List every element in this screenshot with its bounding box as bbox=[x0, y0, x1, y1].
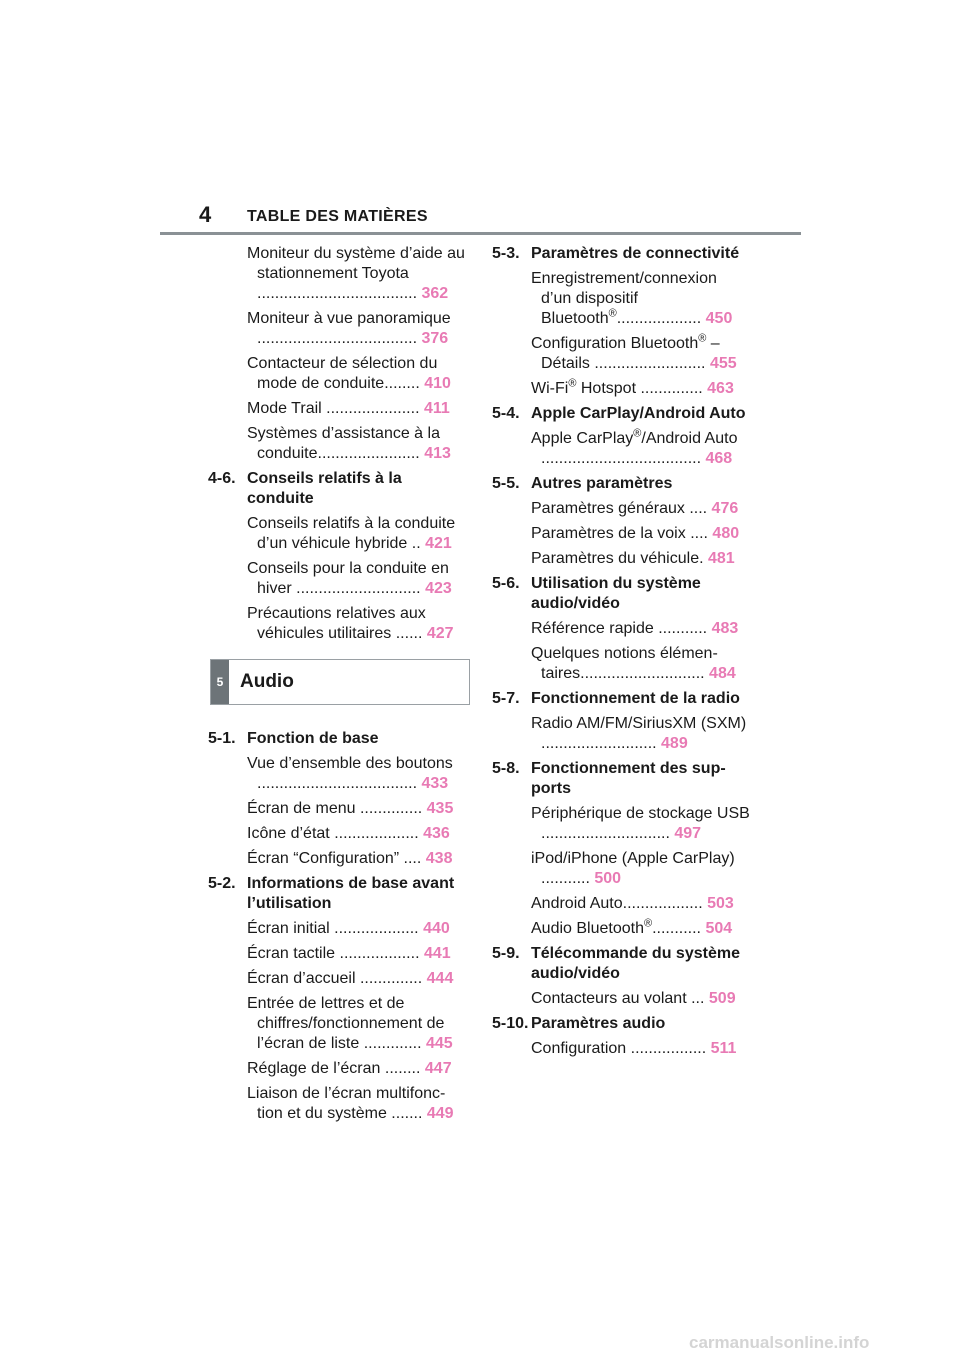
toc-right-column bbox=[492, 244, 750, 1064]
section-heading bbox=[208, 729, 468, 749]
registered-mark: ® bbox=[608, 307, 617, 320]
toc-entry-label: Contacteur de sélection du mode de conduite bbox=[247, 355, 438, 392]
page-link[interactable]: 463 bbox=[707, 380, 734, 397]
section-number: 5-10. bbox=[492, 1015, 529, 1032]
page-link[interactable]: 449 bbox=[426, 1105, 454, 1122]
toc-entry[interactable] bbox=[208, 604, 468, 644]
section-heading bbox=[492, 244, 750, 264]
leader-dots: ......................... bbox=[594, 355, 706, 372]
leader-dots: ................. bbox=[626, 1040, 707, 1057]
toc-entry[interactable] bbox=[492, 334, 750, 374]
toc-entry[interactable] bbox=[492, 379, 750, 399]
toc-entry[interactable] bbox=[492, 1039, 750, 1059]
toc-entry[interactable] bbox=[208, 1084, 468, 1124]
toc-entry-label: Référence rapide bbox=[531, 620, 654, 637]
section-title: Fonctionnement des sup-ports bbox=[531, 760, 726, 797]
section-number: 4-6. bbox=[208, 470, 236, 487]
toc-entry[interactable] bbox=[208, 244, 468, 304]
toc-entry[interactable] bbox=[492, 644, 750, 684]
section-title: Fonction de base bbox=[247, 730, 379, 747]
toc-entry[interactable] bbox=[208, 944, 468, 964]
page-link[interactable]: 509 bbox=[708, 990, 736, 1007]
toc-entry[interactable] bbox=[208, 994, 468, 1054]
toc-entry-label: Réglage de l’écran bbox=[247, 1060, 381, 1077]
leader-dots: .... bbox=[690, 525, 708, 542]
toc-entry-label-tail: – Détails bbox=[541, 335, 720, 372]
toc-entry[interactable] bbox=[208, 309, 468, 349]
toc-entry[interactable] bbox=[492, 989, 750, 1009]
toc-entry[interactable] bbox=[208, 919, 468, 939]
toc-entry-label: Écran “Configuration” bbox=[247, 850, 400, 867]
section-title: Télécommande du système audio/vidéo bbox=[531, 945, 740, 982]
leader-dots: ........ bbox=[384, 1060, 421, 1077]
leader-dots: ....... bbox=[391, 1105, 423, 1122]
leader-dots: .................. bbox=[622, 895, 703, 912]
toc-entry-label: Vue d’ensemble des boutons bbox=[247, 755, 453, 772]
page-link[interactable]: 489 bbox=[661, 735, 688, 752]
page-link[interactable]: 480 bbox=[712, 525, 740, 542]
section-title: Conseils relatifs à la conduite bbox=[247, 470, 402, 507]
toc-entry[interactable] bbox=[492, 894, 750, 914]
toc-entry[interactable] bbox=[492, 919, 750, 939]
toc-entry-label-tail: /Android Auto bbox=[641, 430, 738, 447]
page-link[interactable]: 445 bbox=[425, 1035, 453, 1052]
registered-mark: ® bbox=[698, 332, 707, 345]
page-link[interactable]: 436 bbox=[423, 825, 450, 842]
page-link[interactable]: 435 bbox=[426, 800, 454, 817]
toc-entry-label: Écran tactile bbox=[247, 945, 336, 962]
leader-dots: ........... bbox=[658, 620, 708, 637]
toc-entry-label: Conseils pour la conduite en hiver bbox=[247, 560, 449, 597]
section-heading bbox=[492, 689, 750, 709]
section-number: 5-5. bbox=[492, 475, 520, 492]
page-link[interactable]: 447 bbox=[424, 1060, 452, 1077]
section-number: 5-1. bbox=[208, 730, 236, 747]
page-link[interactable]: 483 bbox=[711, 620, 739, 637]
leader-dots: .................................... bbox=[541, 450, 702, 467]
registered-mark: ® bbox=[568, 377, 577, 390]
page-header-title: TABLE DES MATIÈRES bbox=[247, 208, 428, 225]
leader-dots: ................... bbox=[334, 825, 419, 842]
toc-entry-label-tail: Hotspot bbox=[576, 380, 637, 397]
toc-entry-label: Configuration Bluetooth bbox=[531, 335, 699, 352]
chapter-banner[interactable] bbox=[210, 659, 470, 705]
registered-mark: ® bbox=[633, 427, 642, 440]
watermark: carmanualsonline.info bbox=[689, 1333, 870, 1352]
leader-dots: .... bbox=[689, 500, 708, 517]
leader-dots: .... bbox=[403, 850, 422, 867]
page-link[interactable]: 421 bbox=[425, 535, 452, 552]
page-link[interactable]: 423 bbox=[425, 580, 452, 597]
toc-entry-label: Moniteur à vue panoramique bbox=[247, 310, 451, 327]
page-link[interactable]: 362 bbox=[421, 285, 449, 302]
section-number: 5-4. bbox=[492, 405, 520, 422]
toc-entry[interactable] bbox=[208, 1059, 468, 1079]
leader-dots: .. bbox=[411, 535, 421, 552]
section-number: 5-3. bbox=[492, 245, 520, 262]
toc-entry[interactable] bbox=[208, 849, 468, 869]
page-link[interactable]: 411 bbox=[423, 400, 450, 417]
page-number: 4 bbox=[199, 202, 212, 227]
toc-entry[interactable] bbox=[492, 524, 750, 544]
section-title: Utilisation du système audio/vidéo bbox=[531, 575, 701, 612]
toc-entry-label: iPod/iPhone (Apple CarPlay) bbox=[531, 850, 735, 867]
toc-entry-label: Android Auto bbox=[531, 895, 623, 912]
leader-dots: ...... bbox=[395, 625, 423, 642]
toc-entry[interactable] bbox=[208, 969, 468, 989]
section-title: Apple CarPlay/Android Auto bbox=[531, 405, 746, 422]
toc-entry-label: Audio Bluetooth bbox=[531, 920, 644, 937]
toc-entry-label: Précautions relatives aux véhicules utilitaires bbox=[247, 605, 426, 642]
leader-dots: ........... bbox=[541, 870, 590, 887]
toc-entry-label: Périphérique de stockage USB bbox=[531, 805, 750, 822]
toc-entry[interactable] bbox=[208, 824, 468, 844]
toc-entry[interactable] bbox=[208, 424, 468, 464]
leader-dots: .............. bbox=[640, 380, 703, 397]
section-number: 5-8. bbox=[492, 760, 520, 777]
leader-dots: . bbox=[699, 550, 704, 567]
leader-dots: ....................... bbox=[317, 445, 420, 462]
page-link[interactable]: 433 bbox=[421, 775, 449, 792]
section-heading bbox=[492, 474, 750, 494]
toc-entry-label: Configuration bbox=[531, 1040, 627, 1057]
toc-entry[interactable] bbox=[492, 804, 750, 844]
toc-entry-label: Apple CarPlay bbox=[531, 430, 634, 447]
toc-entry-label: Conseils relatifs à la conduite d’un véhicule hybride bbox=[247, 515, 456, 552]
chapter-number-tab: 5 bbox=[211, 660, 229, 704]
leader-dots: .............. bbox=[359, 800, 423, 817]
page-link[interactable]: 438 bbox=[425, 850, 453, 867]
toc-entry-label: Wi-Fi bbox=[531, 380, 569, 397]
page-link[interactable]: 500 bbox=[594, 870, 622, 887]
leader-dots: .......................... bbox=[541, 735, 657, 752]
leader-dots: .................................... bbox=[257, 330, 418, 347]
section-heading bbox=[208, 874, 468, 914]
section-title: Paramètres audio bbox=[531, 1015, 666, 1032]
toc-entry-label: Écran d’accueil bbox=[247, 970, 356, 987]
section-heading bbox=[492, 944, 750, 984]
toc-entry[interactable] bbox=[208, 799, 468, 819]
leader-dots: .................................... bbox=[257, 775, 418, 792]
leader-dots: ............................. bbox=[541, 825, 670, 842]
page-link[interactable]: 476 bbox=[711, 500, 739, 517]
page-link[interactable]: 410 bbox=[424, 375, 451, 392]
section-number: 5-2. bbox=[208, 875, 236, 892]
toc-entry-label: Écran de menu bbox=[247, 800, 356, 817]
toc-entry[interactable] bbox=[208, 354, 468, 394]
leader-dots: .................................... bbox=[257, 285, 418, 302]
toc-entry-label: Enregistrement/connexion d’un dispositif Bluetooth bbox=[531, 270, 717, 327]
page-link[interactable]: 468 bbox=[705, 450, 733, 467]
toc-entry[interactable] bbox=[492, 549, 750, 569]
page-link[interactable]: 440 bbox=[423, 920, 450, 937]
leader-dots: .................. bbox=[339, 945, 420, 962]
toc-entry-label: Systèmes d’assistance à la conduite bbox=[247, 425, 440, 462]
page-link[interactable]: 484 bbox=[709, 665, 736, 682]
leader-dots: ..................... bbox=[326, 400, 420, 417]
toc-entry[interactable] bbox=[492, 714, 750, 754]
toc-entry[interactable] bbox=[492, 429, 750, 469]
chapter-title: Audio bbox=[240, 671, 294, 692]
toc-entry-label: Contacteurs au volant bbox=[531, 990, 687, 1007]
section-heading bbox=[208, 469, 468, 509]
toc-entry[interactable] bbox=[208, 559, 468, 599]
page-link[interactable]: 455 bbox=[709, 355, 737, 372]
toc-entry-label: Radio AM/FM/SiriusXM (SXM) bbox=[531, 715, 747, 732]
page-link[interactable]: 450 bbox=[705, 310, 733, 327]
page-link[interactable]: 376 bbox=[421, 330, 449, 347]
page-link[interactable]: 504 bbox=[705, 920, 733, 937]
section-heading bbox=[492, 404, 750, 424]
leader-dots: ... bbox=[686, 990, 705, 1007]
section-title: Fonctionnement de la radio bbox=[531, 690, 740, 707]
toc-entry[interactable] bbox=[492, 269, 750, 329]
section-heading bbox=[492, 574, 750, 614]
page-link[interactable]: 444 bbox=[426, 970, 454, 987]
toc-entry[interactable] bbox=[492, 849, 750, 889]
header-rule bbox=[160, 232, 801, 235]
toc-entry-label: Entrée de lettres et de chiffres/fonctionnement de l’écran de liste bbox=[247, 995, 445, 1052]
toc-entry[interactable] bbox=[492, 499, 750, 519]
leader-dots: ............................ bbox=[580, 665, 705, 682]
toc-entry-label: Moniteur du système d’aide au stationnement Toyota bbox=[247, 245, 465, 282]
toc-entry-label: Icône d’état bbox=[247, 825, 330, 842]
toc-entry-label: Mode Trail bbox=[247, 400, 322, 417]
section-title: Informations de base avant l’utilisation bbox=[247, 875, 455, 912]
toc-entry[interactable] bbox=[208, 399, 468, 419]
toc-entry[interactable] bbox=[208, 754, 468, 794]
toc-entry-label: Liaison de l’écran multifonc-tion et du système bbox=[247, 1085, 446, 1122]
leader-dots: ................... bbox=[616, 310, 702, 327]
toc-entry-label: Écran initial bbox=[247, 920, 330, 937]
page-link[interactable]: 497 bbox=[674, 825, 702, 842]
leader-dots: ................... bbox=[334, 920, 419, 937]
toc-entry-label: Quelques notions élémen-taires bbox=[531, 645, 718, 682]
section-heading bbox=[492, 1014, 750, 1034]
toc-entry-label: Paramètres généraux bbox=[531, 500, 685, 517]
leader-dots: ............. bbox=[363, 1035, 422, 1052]
leader-dots: ........ bbox=[384, 375, 420, 392]
leader-dots: ........... bbox=[652, 920, 701, 937]
page-link[interactable]: 511 bbox=[710, 1040, 737, 1057]
page-link[interactable]: 481 bbox=[708, 550, 735, 567]
toc-left-column bbox=[208, 244, 468, 1129]
section-heading bbox=[492, 759, 750, 799]
registered-mark: ® bbox=[643, 917, 653, 930]
toc-entry-label: Paramètres de la voix bbox=[531, 525, 686, 542]
page-link[interactable]: 503 bbox=[707, 895, 734, 912]
toc-entry[interactable] bbox=[492, 619, 750, 639]
toc-entry[interactable] bbox=[208, 514, 468, 554]
section-number: 5-7. bbox=[492, 690, 520, 707]
leader-dots: .............. bbox=[359, 970, 423, 987]
page-link[interactable]: 427 bbox=[426, 625, 454, 642]
page-link[interactable]: 441 bbox=[423, 945, 451, 962]
leader-dots: ............................ bbox=[296, 580, 421, 597]
section-title: Autres paramètres bbox=[531, 475, 673, 492]
toc-entry-label: Paramètres du véhicule bbox=[531, 550, 700, 567]
section-title: Paramètres de connectivité bbox=[531, 245, 740, 262]
section-number: 5-9. bbox=[492, 945, 520, 962]
section-number: 5-6. bbox=[492, 575, 520, 592]
page-link[interactable]: 413 bbox=[424, 445, 451, 462]
